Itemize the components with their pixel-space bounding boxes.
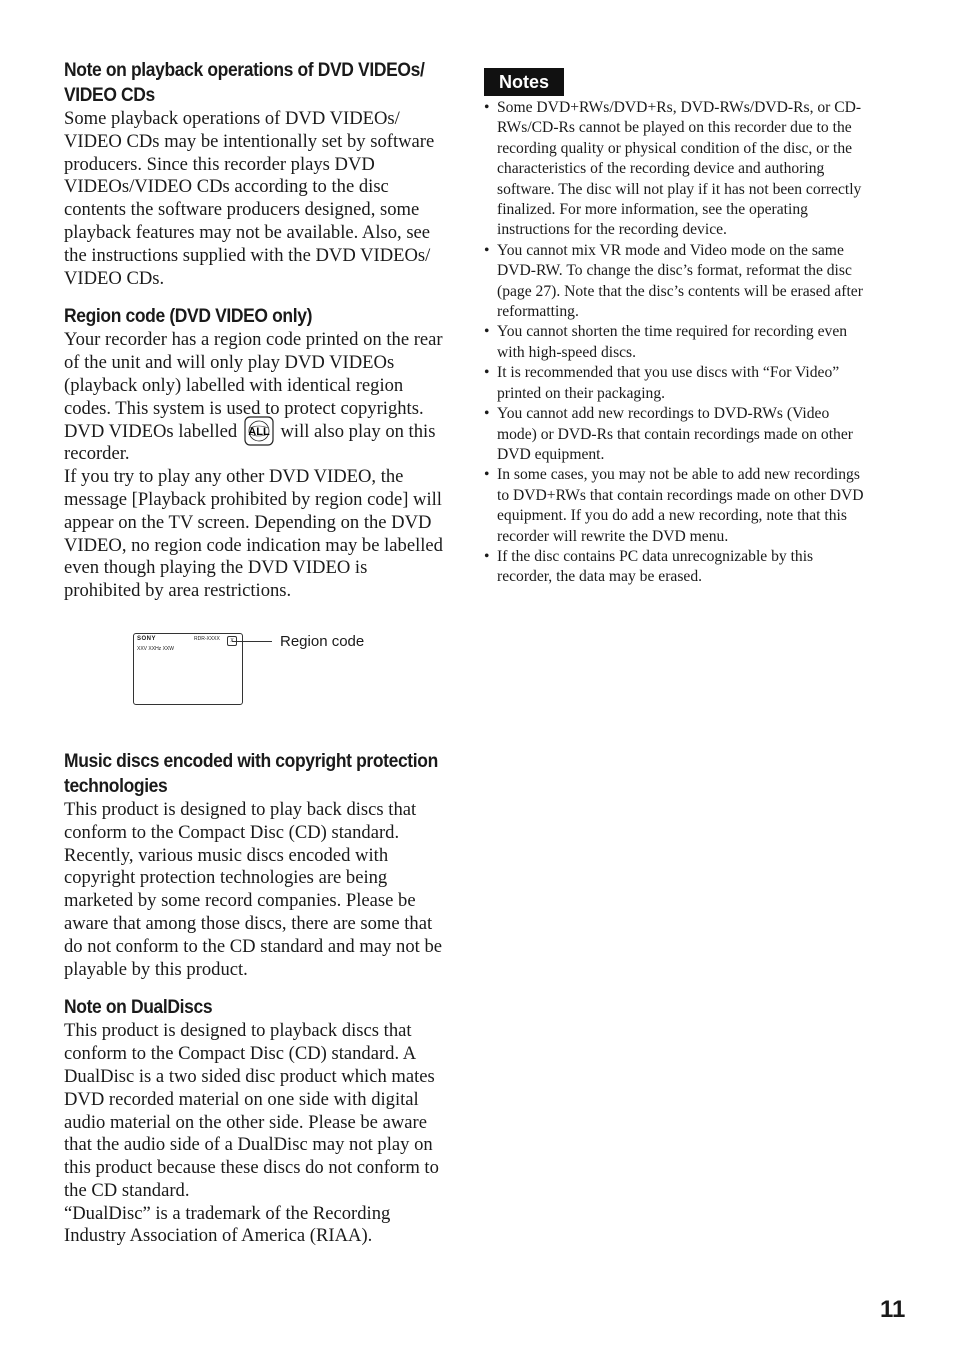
music-heading-line1: Music discs encoded with copyright protection (64, 750, 438, 772)
playback-heading (64, 58, 450, 108)
region-all-icon (244, 416, 274, 446)
notes-item: • You cannot mix VR mode and Video mode on the same DVD-RW. To change the disc’s format, reformat the disc (page 27). Note that the disc’s contents will be erased after reformatting. (484, 241, 870, 323)
music-heading (64, 749, 450, 799)
dualdisc-heading: Note on DualDiscs (64, 997, 213, 1019)
right-column (484, 68, 870, 588)
notes-item: • If the disc contains PC data unrecognizable by this recorder, the data may be erased. (484, 547, 870, 588)
dualdisc-body-a: This product is designed to playback discs that conform to the Compact Disc (CD) standard. A DualDisc is a two sided disc product which mates DVD recorded material on one side with digital audio material on the other side. Please be aware that the audio side of a DualDisc may not play on this product because these discs do not conform to the CD standard. (64, 1020, 439, 1201)
model-label: RDR-XXXX (194, 635, 220, 642)
notes-list (484, 98, 870, 588)
brand-logo: SONY (137, 635, 157, 642)
region-body (64, 329, 448, 603)
notes-item: • Some DVD+RWs/DVD+Rs, DVD-RWs/DVD-Rs, or CD-RWs/CD-Rs cannot be played on this recorder due to the recording quality or physical condition of the disc, or the characteristics of the recording device and authoring software. The disc will not play if it has not been correctly finalized. For more information, see the operating instructions for the recording device. (484, 98, 870, 241)
playback-heading-line1: Note on playback operations of DVD VIDEOs/ (64, 60, 425, 81)
recorder-rear-panel (133, 633, 243, 705)
left-column (64, 58, 448, 1248)
region-code-callout: Region code (280, 632, 365, 650)
music-body: This product is designed to play back discs that conform to the Compact Disc (CD) standard. Recently, various music discs encoded with copyright protection technologies are being marketed by some record companies. Please be aware that among those discs, there are some that do not conform to the CD standard and may not be playable by this product. (64, 798, 442, 980)
notes-item: • In some cases, you may not be able to add new recordings to DVD+RWs that contain recordings made on other DVD equipment. If you do add a new recording, note that this recorder will rewrite the DVD menu. (484, 465, 870, 547)
region-symbol-text: ALL (248, 426, 270, 439)
playback-heading-line2: VIDEO CDs (64, 85, 155, 106)
dualdisc-body (64, 1020, 448, 1248)
callout-leader-line (232, 641, 272, 642)
region-body-c: If you try to play any other DVD VIDEO, the message [Playback prohibited by region code] will appear on the TV screen. Depending on the DVD VIDEO, no region code indication may be labelled even though playing the DVD VIDEO is prohibited by area restrictions. (64, 466, 443, 602)
page-number: 11 (880, 1296, 906, 1323)
voltage-label: XXV XXHz XXW (137, 645, 174, 652)
region-body-a: Your recorder has a region code printed on the rear of the unit and will only play DVD VIDEOs (playback only) labelled with identical region codes. This system is used to protect copyrights. DVD VIDEOs labelled (64, 329, 443, 442)
region-heading: Region code (DVD VIDEO only) (64, 306, 313, 328)
dualdisc-body-b: “DualDisc” is a trademark of the Recording Industry Association of America (RIAA). (64, 1202, 391, 1247)
notes-title: Notes (484, 68, 564, 96)
playback-body: Some playback operations of DVD VIDEOs/ VIDEO CDs may be intentionally set by software producers. Since this recorder plays DVD VIDEOs/VIDEO CDs according to the disc contents the software producers designed, some playback features may not be available. Also, see the instructions supplied with the DVD VIDEOs/ VIDEO CDs. (64, 108, 435, 289)
region-code-diagram (64, 633, 448, 743)
notes-item: • You cannot add new recordings to DVD-RWs (Video mode) or DVD-Rs that contain recordings made on other DVD equipment. (484, 404, 870, 465)
music-heading-line2: technologies (64, 775, 168, 797)
notes-item: • You cannot shorten the time required for recording even with high-speed discs. (484, 322, 870, 363)
region-body-b: will also play on this recorder. (64, 420, 436, 465)
notes-item: • It is recommended that you use discs with “For Video” printed on their packaging. (484, 363, 870, 404)
